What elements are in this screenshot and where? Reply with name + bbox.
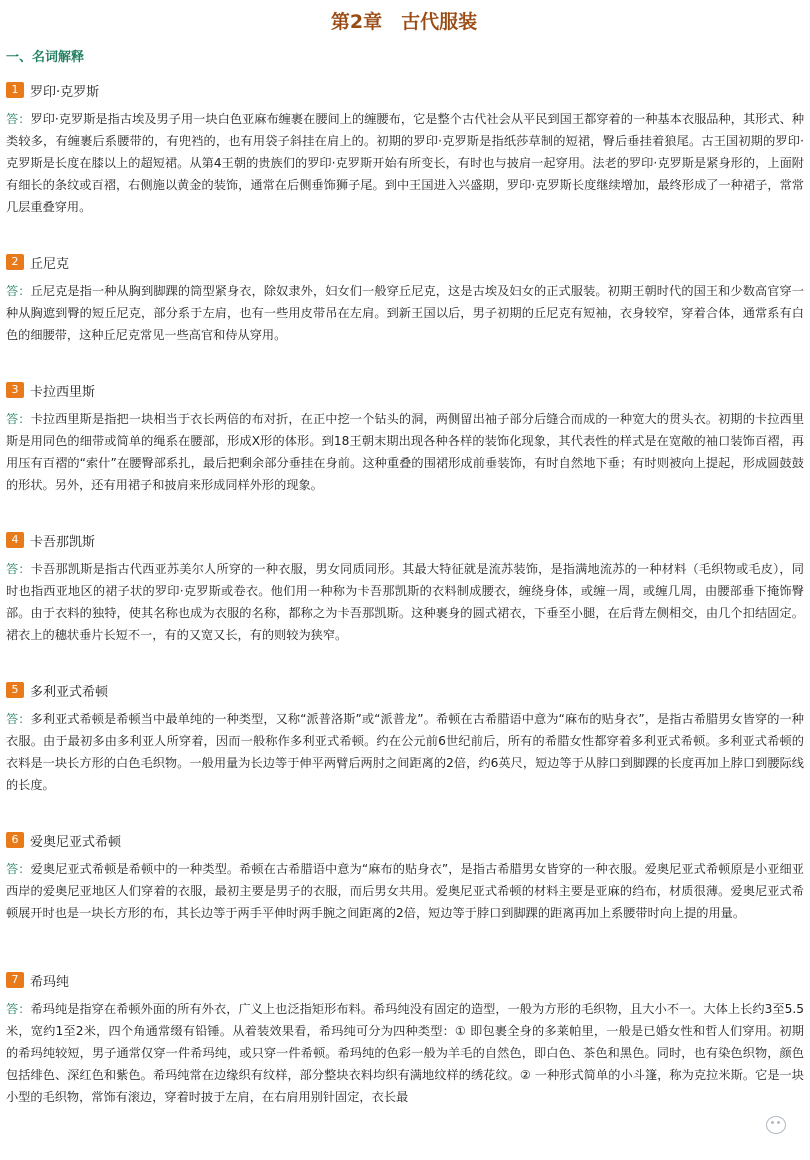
chapter-title: 第2章 古代服装 <box>330 11 478 33</box>
entry-title <box>6 380 804 400</box>
entry-term: 丘尼克 <box>30 256 70 272</box>
wechat-icon <box>766 1116 786 1134</box>
entry-answer <box>6 708 804 796</box>
term-entry <box>4 830 804 924</box>
entry-term: 爱奥尼亚式希顿 <box>30 834 122 850</box>
entry-title <box>6 252 804 272</box>
entry-title <box>6 970 804 990</box>
answer-text: 罗印·克罗斯是指古埃及男子用一块白色亚麻布缠裹在腰间上的缠腰布，它是整个古代社会从平民到国王都穿着的一种基本衣服品种，其形式、种类较多，有缠裹后系腰带的，有兜裆的，也有用袋子斜挂在肩上的。初期的罗印·克罗斯是指纸莎草制的短裙，臀后垂挂着狼尾。古王国初期的罗印·克罗斯是长度在膝以上的超短裙。从第4王朝的贵族们的罗印·克罗斯开始有所变长，有时也与披肩一起穿用。法老的罗印·克罗斯是紧身形的，上面附有细长的条纹或百褶，右侧施以黄金的装饰，通常在后侧垂饰狮子尾。到中王国进入兴盛期，罗印·克罗斯长度继续增加，最终形成了一种裙子，常常几层重叠穿用。 <box>6 112 805 214</box>
answer-label: 答： <box>6 284 31 298</box>
answer-text: 爱奥尼亚式希顿是希顿中的一种类型。希顿在古希腊语中意为“麻布的贴身衣”，是指古希腊男女皆穿的一种衣服。爱奥尼亚式希顿原是小亚细亚西岸的爱奥尼亚地区人们穿着的衣服，最初主要是男子的衣服，而后男女共用。爱奥尼亚式希顿的材料主要是亚麻的绉布，材质很薄。爱奥尼亚式希顿展开时也是一块长方形的布，其长边等于两手平伸时两手腕之间距离的2倍，短边等于脖口到脚踝的距离再加上系腰带时向上提的用量。 <box>6 862 804 920</box>
entry-answer <box>6 408 804 496</box>
watermark <box>766 1116 790 1134</box>
term-entry <box>4 80 804 218</box>
answer-text: 多利亚式希顿是希顿当中最单纯的一种类型，又称“派普洛斯”或“派普龙”。希顿在古希腊语中意为“麻布的贴身衣”，是指古希腊男女皆穿的一种衣服。由于最初多由多利亚人所穿着，因而一般称作多利亚式希顿。约在公元前6世纪前后，所有的希腊女性都穿着多利亚式希顿。多利亚式希顿的衣料是一块长方形的白色毛织物。一般用量为长边等于伸平两臂后两肘之间距离的2倍，约6英尺，短边等于从脖口到脚踝的长度再加上脖口到腰际线的长度。 <box>6 712 804 792</box>
answer-label: 答： <box>6 712 31 726</box>
answer-label: 答： <box>6 412 31 426</box>
answer-text: 希玛纯是指穿在希顿外面的所有外衣，广义上也泛指矩形布料。希玛纯没有固定的造型，一般为方形的毛织物，且大小不一。大体上长约3至5.5米，宽约1至2米，四个角通常缀有铅锤。从着装效果看，希玛纯可分为四种类型：① 即包裹全身的多莱帕里，一般是已婚女性和哲人们穿用。初期的希玛纯较短，男子通常仅穿一件希玛纯，或只穿一件希顿。希玛纯的色彩一般为羊毛的自然色，即白色、茶色和黑色。同时，也有染色织物，颜色包括绯色、深红色和紫色。希玛纯常在边缘织有纹样，部分整块衣料均织有满地纹样的绣花纹。② 一种形式简单的小斗篷，称为克拉米斯。它是一块小型的毛织物，常饰有滚边，穿着时披于左肩，在右肩用别针固定，衣长最 <box>6 1002 805 1104</box>
answer-label: 答： <box>6 562 31 576</box>
answer-text: 卡拉西里斯是指把一块相当于衣长两倍的布对折，在正中挖一个钻头的洞，两侧留出袖子部分后缝合而成的一种宽大的贯头衣。初期的卡拉西里斯是用同色的细带或简单的绳系在腰部，形成X形的体形。到18王朝末期出现各种各样的装饰化现象，其代表性的样式是在宽敞的袖口装饰百褶，再用压有百褶的“索什”在腰臀部系扎，最后把剩余部分垂挂在身前。这种重叠的围裙形成前垂装饰，有时自然地下垂；有时则被向上提起，形成圆鼓鼓的形状。另外，还有用裙子和披肩来形成同样外形的现象。 <box>6 412 805 492</box>
term-entry <box>4 380 804 496</box>
entry-title <box>6 830 804 850</box>
entry-term: 希玛纯 <box>30 974 70 990</box>
entry-answer <box>6 280 804 346</box>
entry-term: 卡吾那凯斯 <box>30 534 96 550</box>
entry-list <box>4 80 804 1108</box>
entry-title <box>6 680 804 700</box>
answer-text: 卡吾那凯斯是指古代西亚苏美尔人所穿的一种衣服，男女同质同形。其最大特征就是流苏装饰，是指满地流苏的一种材料（毛织物或毛皮），同时也指西亚地区的裙子状的罗印·克罗斯或卷衣。他们用一种称为卡吾那凯斯的衣料制成腰衣，缠绕身体，或缠一周，或缠几周，由腰部垂下掩饰臀部。由于衣料的独特，使其名称也成为衣服的名称，都称之为卡吾那凯斯。这种裹身的圆式裙衣，下垂至小腿，在后背左侧相交，由几个扣结固定。裙衣上的穗状垂片长短不一，有的又宽又长，有的则较为狭窄。 <box>6 562 804 642</box>
entry-number-badge: 5 <box>6 682 24 698</box>
entry-term: 卡拉西里斯 <box>30 384 96 400</box>
entry-answer <box>6 558 804 646</box>
entry-answer <box>6 858 804 924</box>
document-page <box>0 8 810 1108</box>
section-heading: 一、名词解释 <box>6 50 85 65</box>
entry-term: 多利亚式希顿 <box>30 684 109 700</box>
answer-label: 答： <box>6 862 31 876</box>
answer-label: 答： <box>6 112 31 126</box>
term-entry <box>4 970 804 1108</box>
entry-number-badge: 4 <box>6 532 24 548</box>
term-entry <box>4 252 804 346</box>
entry-answer <box>6 998 804 1108</box>
entry-number-badge: 2 <box>6 254 24 270</box>
entry-number-badge: 1 <box>6 82 24 98</box>
answer-text: 丘尼克是指一种从胸到脚踝的筒型紧身衣，除奴隶外，妇女们一般穿丘尼克，这是古埃及妇女的正式服装。初期王朝时代的国王和少数高官穿一种从胸遮到臀的短丘尼克，部分系于左肩，也有一些用皮带吊在左肩。到新王国以后，男子初期的丘尼克有短袖，衣身较窄，穿着合体，通常系有白色的细腰带，这种丘尼克常见一些高官和侍从穿用。 <box>6 284 805 342</box>
entry-number-badge: 3 <box>6 382 24 398</box>
entry-term: 罗印·克罗斯 <box>30 84 100 100</box>
entry-answer <box>6 108 804 218</box>
term-entry <box>4 680 804 796</box>
term-entry <box>4 530 804 646</box>
answer-label: 答： <box>6 1002 31 1016</box>
entry-number-badge: 6 <box>6 832 24 848</box>
entry-number-badge: 7 <box>6 972 24 988</box>
entry-title <box>6 80 804 100</box>
entry-title <box>6 530 804 550</box>
